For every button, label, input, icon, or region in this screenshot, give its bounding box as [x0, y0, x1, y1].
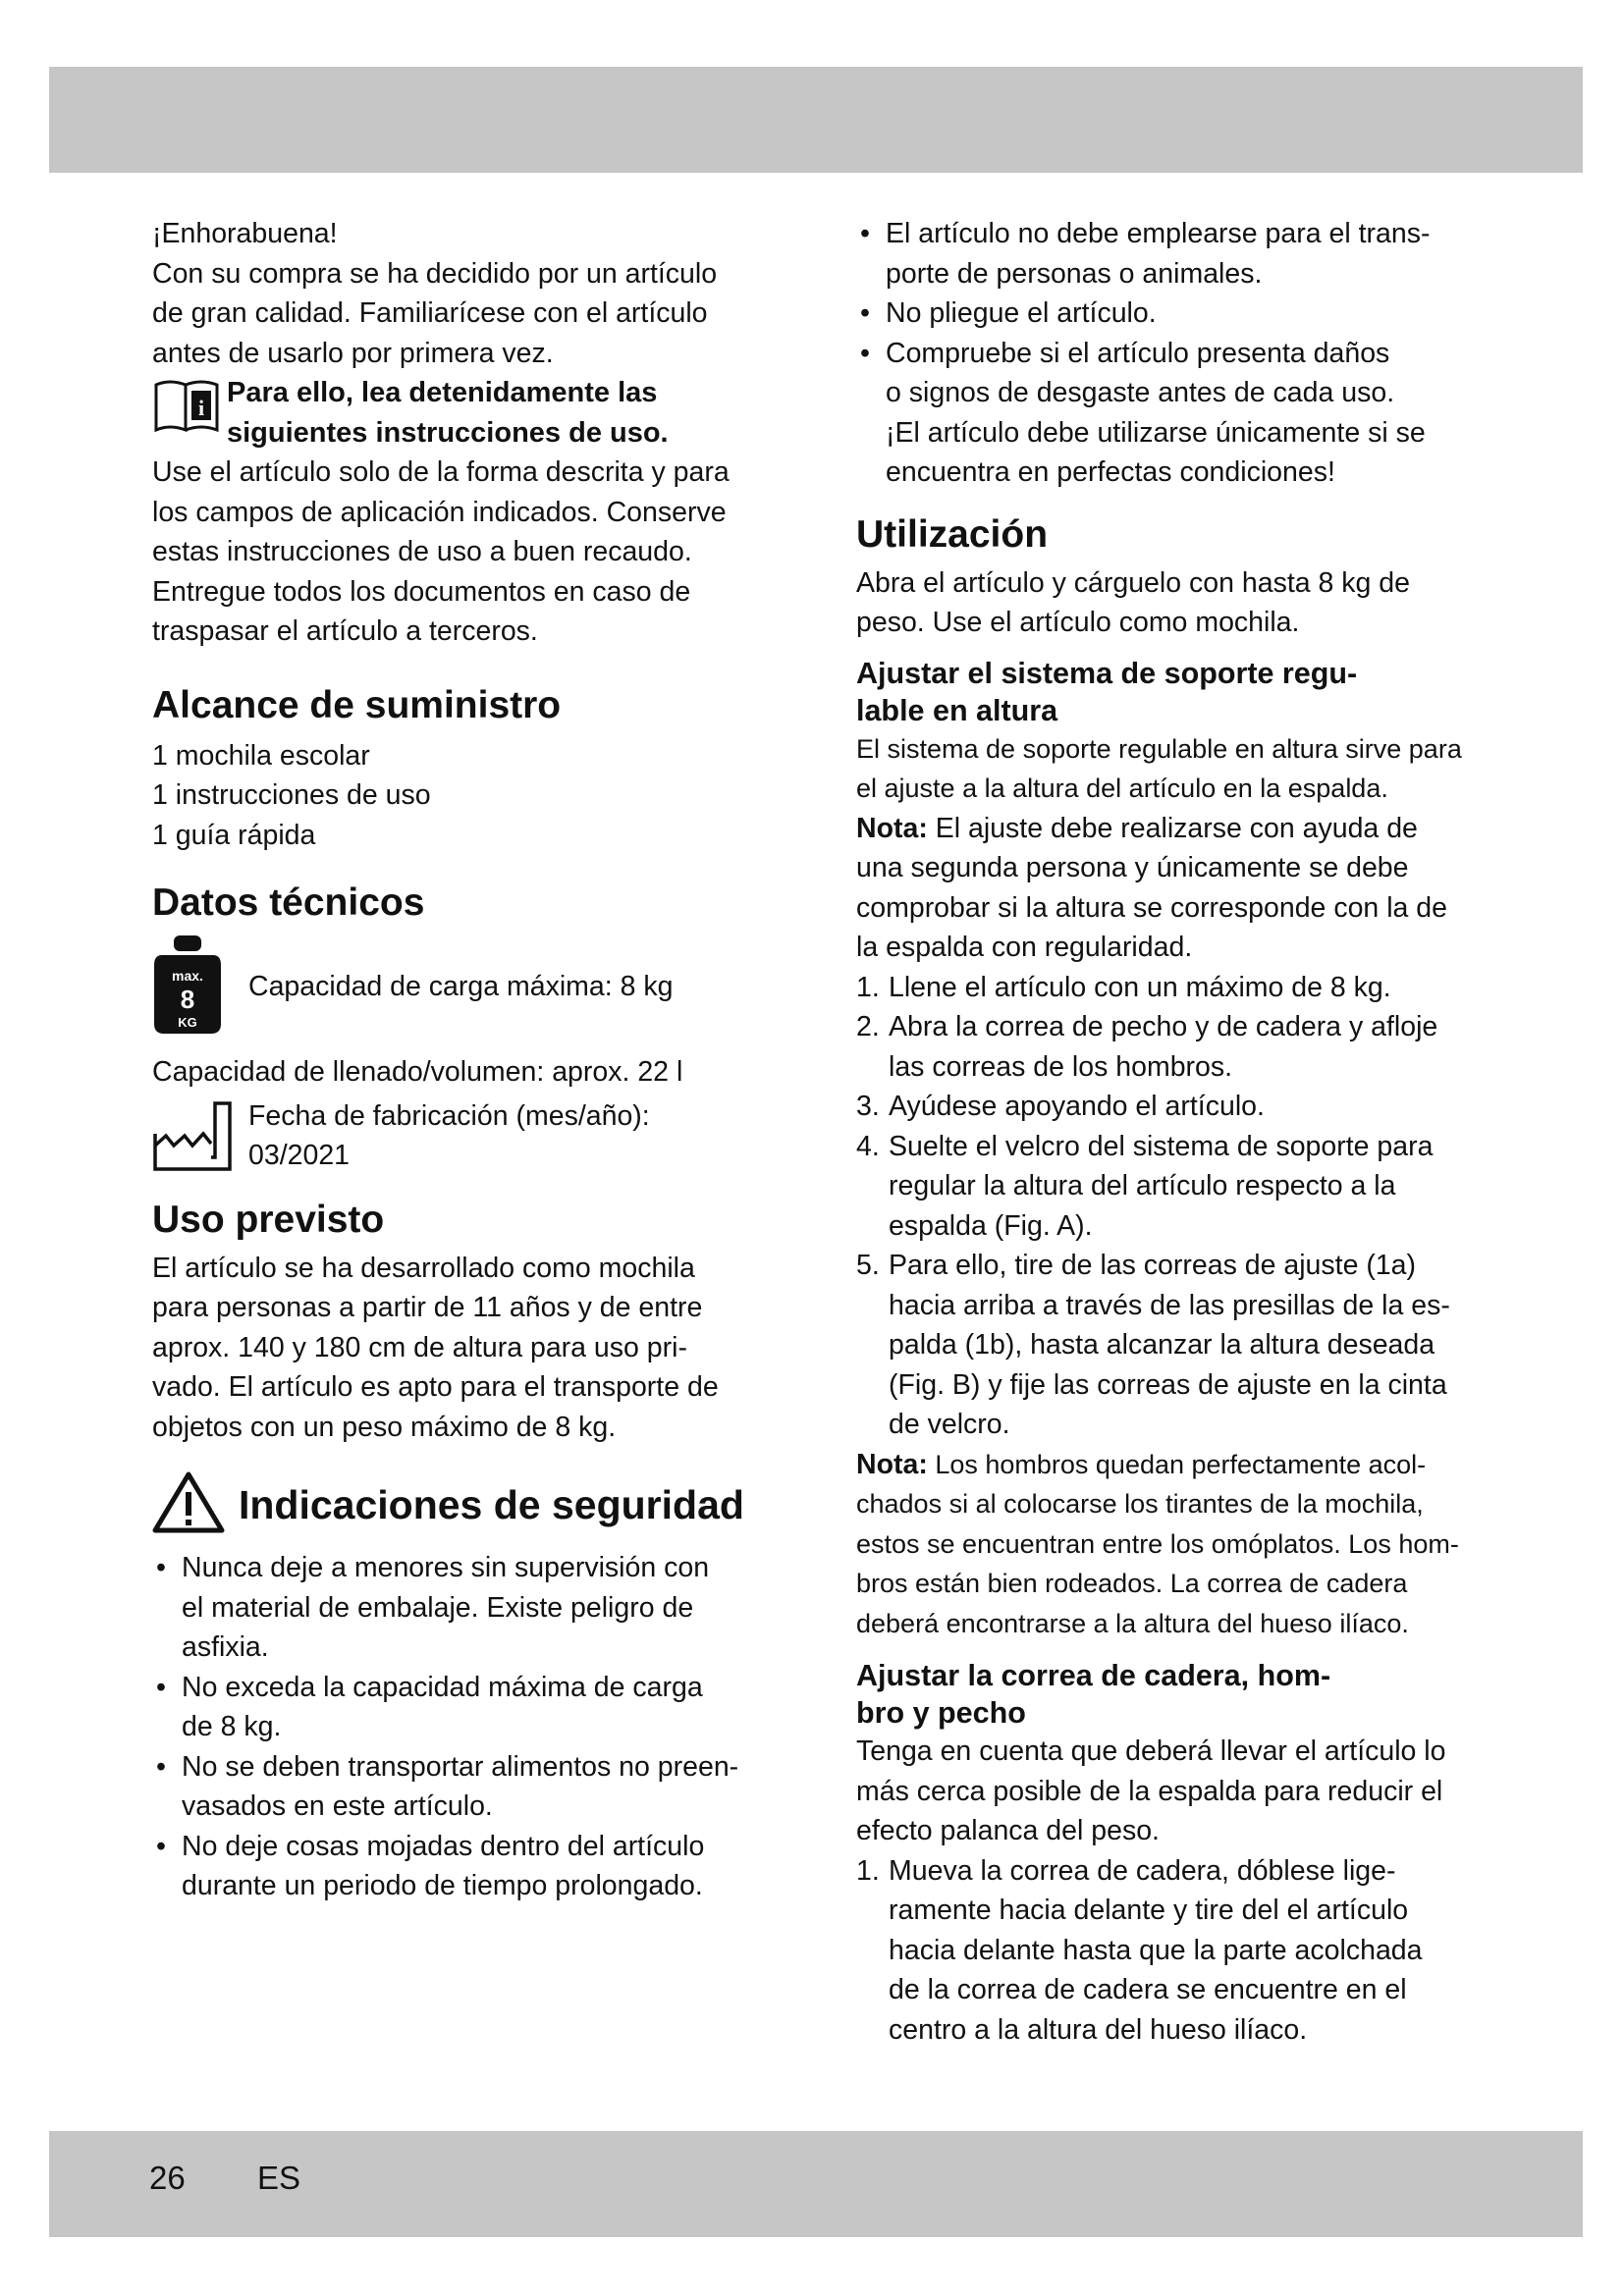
hip-heading — [856, 1657, 1485, 1732]
step-line: (Fig. B) y fije las correas de ajuste en la cinta — [889, 1368, 1447, 1401]
adjust-line: El sistema de soporte regulable en altura sirve para — [856, 733, 1462, 764]
step-item — [856, 1007, 1485, 1087]
weight-icon-unit: KG — [178, 1015, 197, 1030]
note-line: chados si al colocarse los tirantes de la mochila, — [856, 1489, 1424, 1519]
safety-item: • Compruebe si el artículo presenta daños o signos de desgaste antes de cada uso. ¡El artículo debe utilizarse únicamente si se encuentra en perfectas condiciones! — [856, 334, 1485, 493]
note-1 — [856, 809, 1485, 968]
hip-text — [856, 1732, 1485, 1851]
safety-line: ¡El artículo debe utilizarse únicamente si se — [886, 416, 1426, 449]
right-column — [856, 214, 1485, 2050]
note-line: una segunda persona y únicamente se debe — [856, 852, 1409, 883]
svg-text:i: i — [197, 396, 205, 420]
usage-text — [152, 453, 781, 652]
scope-item: 1 mochila escolar — [152, 739, 370, 772]
step-line: de la correa de cadera se encuentre en el — [889, 1974, 1407, 2005]
safety-line: asfixia. — [182, 1631, 269, 1663]
step-line: regular la altura del artículo respecto a la — [889, 1170, 1396, 1201]
step-line: hacia delante hasta que la parte acolchada — [889, 1934, 1423, 1966]
safety-line: o signos de desgaste antes de cada uso. — [886, 377, 1395, 408]
manufacture-date: 03/2021 — [248, 1140, 351, 1171]
usage-line: estas instrucciones de uso a buen recaudo. — [152, 536, 692, 567]
manual-info-icon — [152, 377, 227, 441]
intended-use-heading: Uso previsto — [152, 1198, 385, 1241]
step-number: 3. — [856, 1091, 880, 1122]
utilization-text — [856, 563, 1485, 643]
intro-line: antes de usarlo por primera vez. — [152, 337, 554, 369]
step-line: ramente hacia delante y tire del el artículo — [889, 1895, 1409, 1926]
notice-line: siguientes instrucciones de uso. — [227, 416, 669, 449]
step-line: Mueva la correa de cadera, dóblese lige- — [889, 1854, 1396, 1887]
weight-icon — [152, 935, 248, 1039]
scope-item: 1 instrucciones de uso — [152, 779, 431, 811]
safety-line: encuentra en perfectas condiciones! — [886, 456, 1335, 488]
usage-line: traspasar el artículo a terceros. — [152, 615, 538, 647]
step-item — [856, 1851, 1485, 2051]
adjust-heading — [856, 655, 1485, 729]
safety-line: el material de embalaje. Existe peligro de — [182, 1591, 694, 1624]
intro-text — [152, 214, 781, 373]
util-line: peso. Use el artículo como mochila. — [856, 607, 1300, 638]
safety-line: No exceda la capacidad máxima de carga — [182, 1671, 703, 1703]
step-item — [856, 1246, 1485, 1445]
note-line: Los hombros quedan perfectamente acol- — [927, 1449, 1427, 1479]
util-line: Abra el artículo y cárguelo con hasta 8 kg de — [856, 566, 1411, 599]
manufacture-row — [152, 1096, 781, 1176]
safety-line: Nunca deje a menores sin supervisión con — [182, 1552, 710, 1583]
weight-icon-value: 8 — [180, 985, 195, 1014]
step-item — [856, 1127, 1485, 1247]
step-line: Para ello, tire de las correas de ajuste (1a) — [889, 1250, 1417, 1281]
scope-list — [152, 736, 781, 856]
safety-line: porte de personas o animales. — [886, 257, 1263, 290]
tech-heading: Datos técnicos — [152, 881, 425, 924]
safety-line: El artículo no debe emplearse para el trans- — [886, 218, 1431, 249]
step-line: centro a la altura del hueso ilíaco. — [889, 2013, 1308, 2046]
intended-use-text — [152, 1249, 781, 1448]
hip-heading-line: Ajustar la correa de cadera, hom- — [856, 1659, 1331, 1692]
use-line: objetos con un peso máximo de 8 kg. — [152, 1411, 617, 1443]
note-line: El ajuste debe realizarse con ayuda de — [927, 812, 1418, 844]
safety-line: No pliegue el artículo. — [886, 297, 1157, 329]
note-2 — [856, 1445, 1485, 1644]
step-number: 2. — [856, 1011, 880, 1042]
notice-line: Para ello, lea detenidamente las — [227, 377, 658, 408]
hip-line: Tenga en cuenta que deberá llevar el artículo lo — [856, 1735, 1446, 1767]
step-line: Suelte el velcro del sistema de soporte para — [889, 1130, 1434, 1162]
step-line: palda (1b), hasta alcanzar la altura deseada — [889, 1329, 1435, 1361]
hip-steps — [856, 1851, 1485, 2051]
adjust-heading-line: Ajustar el sistema de soporte regu- — [856, 656, 1358, 690]
step-line: Llene el artículo con un máximo de 8 kg. — [889, 971, 1391, 1003]
manufacture-label: Fecha de fabricación (mes/año): — [248, 1099, 650, 1132]
load-capacity-text: Capacidad de carga máxima: 8 kg — [248, 971, 674, 1003]
safety-line: No deje cosas mojadas dentro del artículo — [182, 1830, 705, 1862]
note-line: deberá encontrarse a la altura del hueso ilíaco. — [856, 1608, 1409, 1638]
safety-heading: Indicaciones de seguridad — [239, 1481, 744, 1527]
note-line: comprobar si la altura se corresponde con la de — [856, 891, 1447, 924]
step-line: las correas de los hombros. — [889, 1050, 1233, 1083]
header-bar — [49, 67, 1583, 173]
step-number: 1. — [856, 971, 880, 1003]
safety-item: • No exceda la capacidad máxima de carga de 8 kg. — [152, 1668, 781, 1747]
fill-capacity-text: Capacidad de llenado/volumen: aprox. 22 l — [152, 1056, 683, 1088]
intro-line: Con su compra se ha decidido por un artículo — [152, 257, 718, 290]
factory-date-icon — [152, 1100, 248, 1176]
utilization-heading: Utilización — [856, 512, 1049, 556]
weight-icon-top: max. — [172, 968, 203, 984]
use-line: aprox. 140 y 180 cm de altura para uso pri- — [152, 1331, 687, 1363]
safety-list-right — [856, 214, 1485, 493]
step-line: de velcro. — [889, 1409, 1010, 1440]
safety-item: • No pliegue el artículo. — [856, 294, 1485, 334]
step-number: 1. — [856, 1854, 880, 1887]
safety-list-left — [152, 1548, 781, 1906]
load-capacity-row — [152, 935, 781, 1039]
step-number: 5. — [856, 1250, 880, 1281]
adjust-line: el ajuste a la altura del artículo en la espalda. — [856, 774, 1388, 803]
usage-line: Entregue todos los documentos en caso de — [152, 575, 691, 608]
use-line: vado. El artículo es apto para el transporte de — [152, 1371, 719, 1403]
step-line: Abra la correa de pecho y de cadera y afloje — [889, 1011, 1438, 1042]
safety-item: • Nunca deje a menores sin supervisión con el material de embalaje. Existe peligro de asfixia. — [152, 1548, 781, 1668]
step-number: 4. — [856, 1130, 880, 1162]
note-line: bros están bien rodeados. La correa de cadera — [856, 1569, 1408, 1598]
adjust-heading-line: lable en altura — [856, 693, 1058, 727]
safety-heading-row — [152, 1470, 781, 1538]
usage-line: Use el artículo solo de la forma descrita y para — [152, 456, 730, 488]
safety-line: Compruebe si el artículo presenta daños — [886, 337, 1390, 369]
intro-line: ¡Enhorabuena! — [152, 218, 338, 249]
intro-line: de gran calidad. Familiarícese con el artículo — [152, 297, 708, 329]
safety-line: durante un periodo de tiempo prolongado. — [182, 1870, 703, 1901]
page-number: 26 — [149, 2160, 186, 2196]
step-item — [856, 1087, 1485, 1127]
hip-line: efecto palanca del peso. — [856, 1815, 1160, 1846]
adjust-text — [856, 729, 1485, 809]
scope-item: 1 guía rápida — [152, 819, 316, 851]
note-line: la espalda con regularidad. — [856, 932, 1193, 963]
step-item — [856, 968, 1485, 1008]
usage-line: los campos de aplicación indicados. Conserve — [152, 496, 727, 528]
step-line: Ayúdese apoyando el artículo. — [889, 1091, 1265, 1122]
step-line: hacia arriba a través de las presillas de la es- — [889, 1289, 1450, 1321]
safety-item: • El artículo no debe emplearse para el trans- porte de personas o animales. — [856, 214, 1485, 294]
note-label: Nota: — [856, 1448, 928, 1480]
safety-line: de 8 kg. — [182, 1711, 282, 1742]
use-line: El artículo se ha desarrollado como mochila — [152, 1252, 695, 1284]
hip-line: más cerca posible de la espalda para reducir el — [856, 1775, 1443, 1807]
hip-heading-line: bro y pecho — [856, 1696, 1026, 1730]
adjust-steps — [856, 968, 1485, 1445]
safety-item: • No se deben transportar alimentos no preen- vasados en este artículo. — [152, 1747, 781, 1827]
note-label: Nota: — [856, 812, 928, 844]
read-instructions-notice — [152, 373, 781, 453]
safety-line: No se deben transportar alimentos no preen- — [182, 1750, 739, 1783]
step-line: espalda (Fig. A). — [889, 1209, 1093, 1242]
safety-line: vasados en este artículo. — [182, 1790, 493, 1822]
warning-triangle-icon — [152, 1470, 239, 1538]
note-line: estos se encuentran entre los omóplatos. Los hom- — [856, 1528, 1459, 1559]
scope-heading: Alcance de suministro — [152, 683, 562, 726]
safety-item: • No deje cosas mojadas dentro del artículo durante un periodo de tiempo prolongado. — [152, 1827, 781, 1906]
language-code: ES — [257, 2160, 301, 2196]
use-line: para personas a partir de 11 años y de entre — [152, 1292, 703, 1323]
left-column — [152, 214, 781, 1906]
